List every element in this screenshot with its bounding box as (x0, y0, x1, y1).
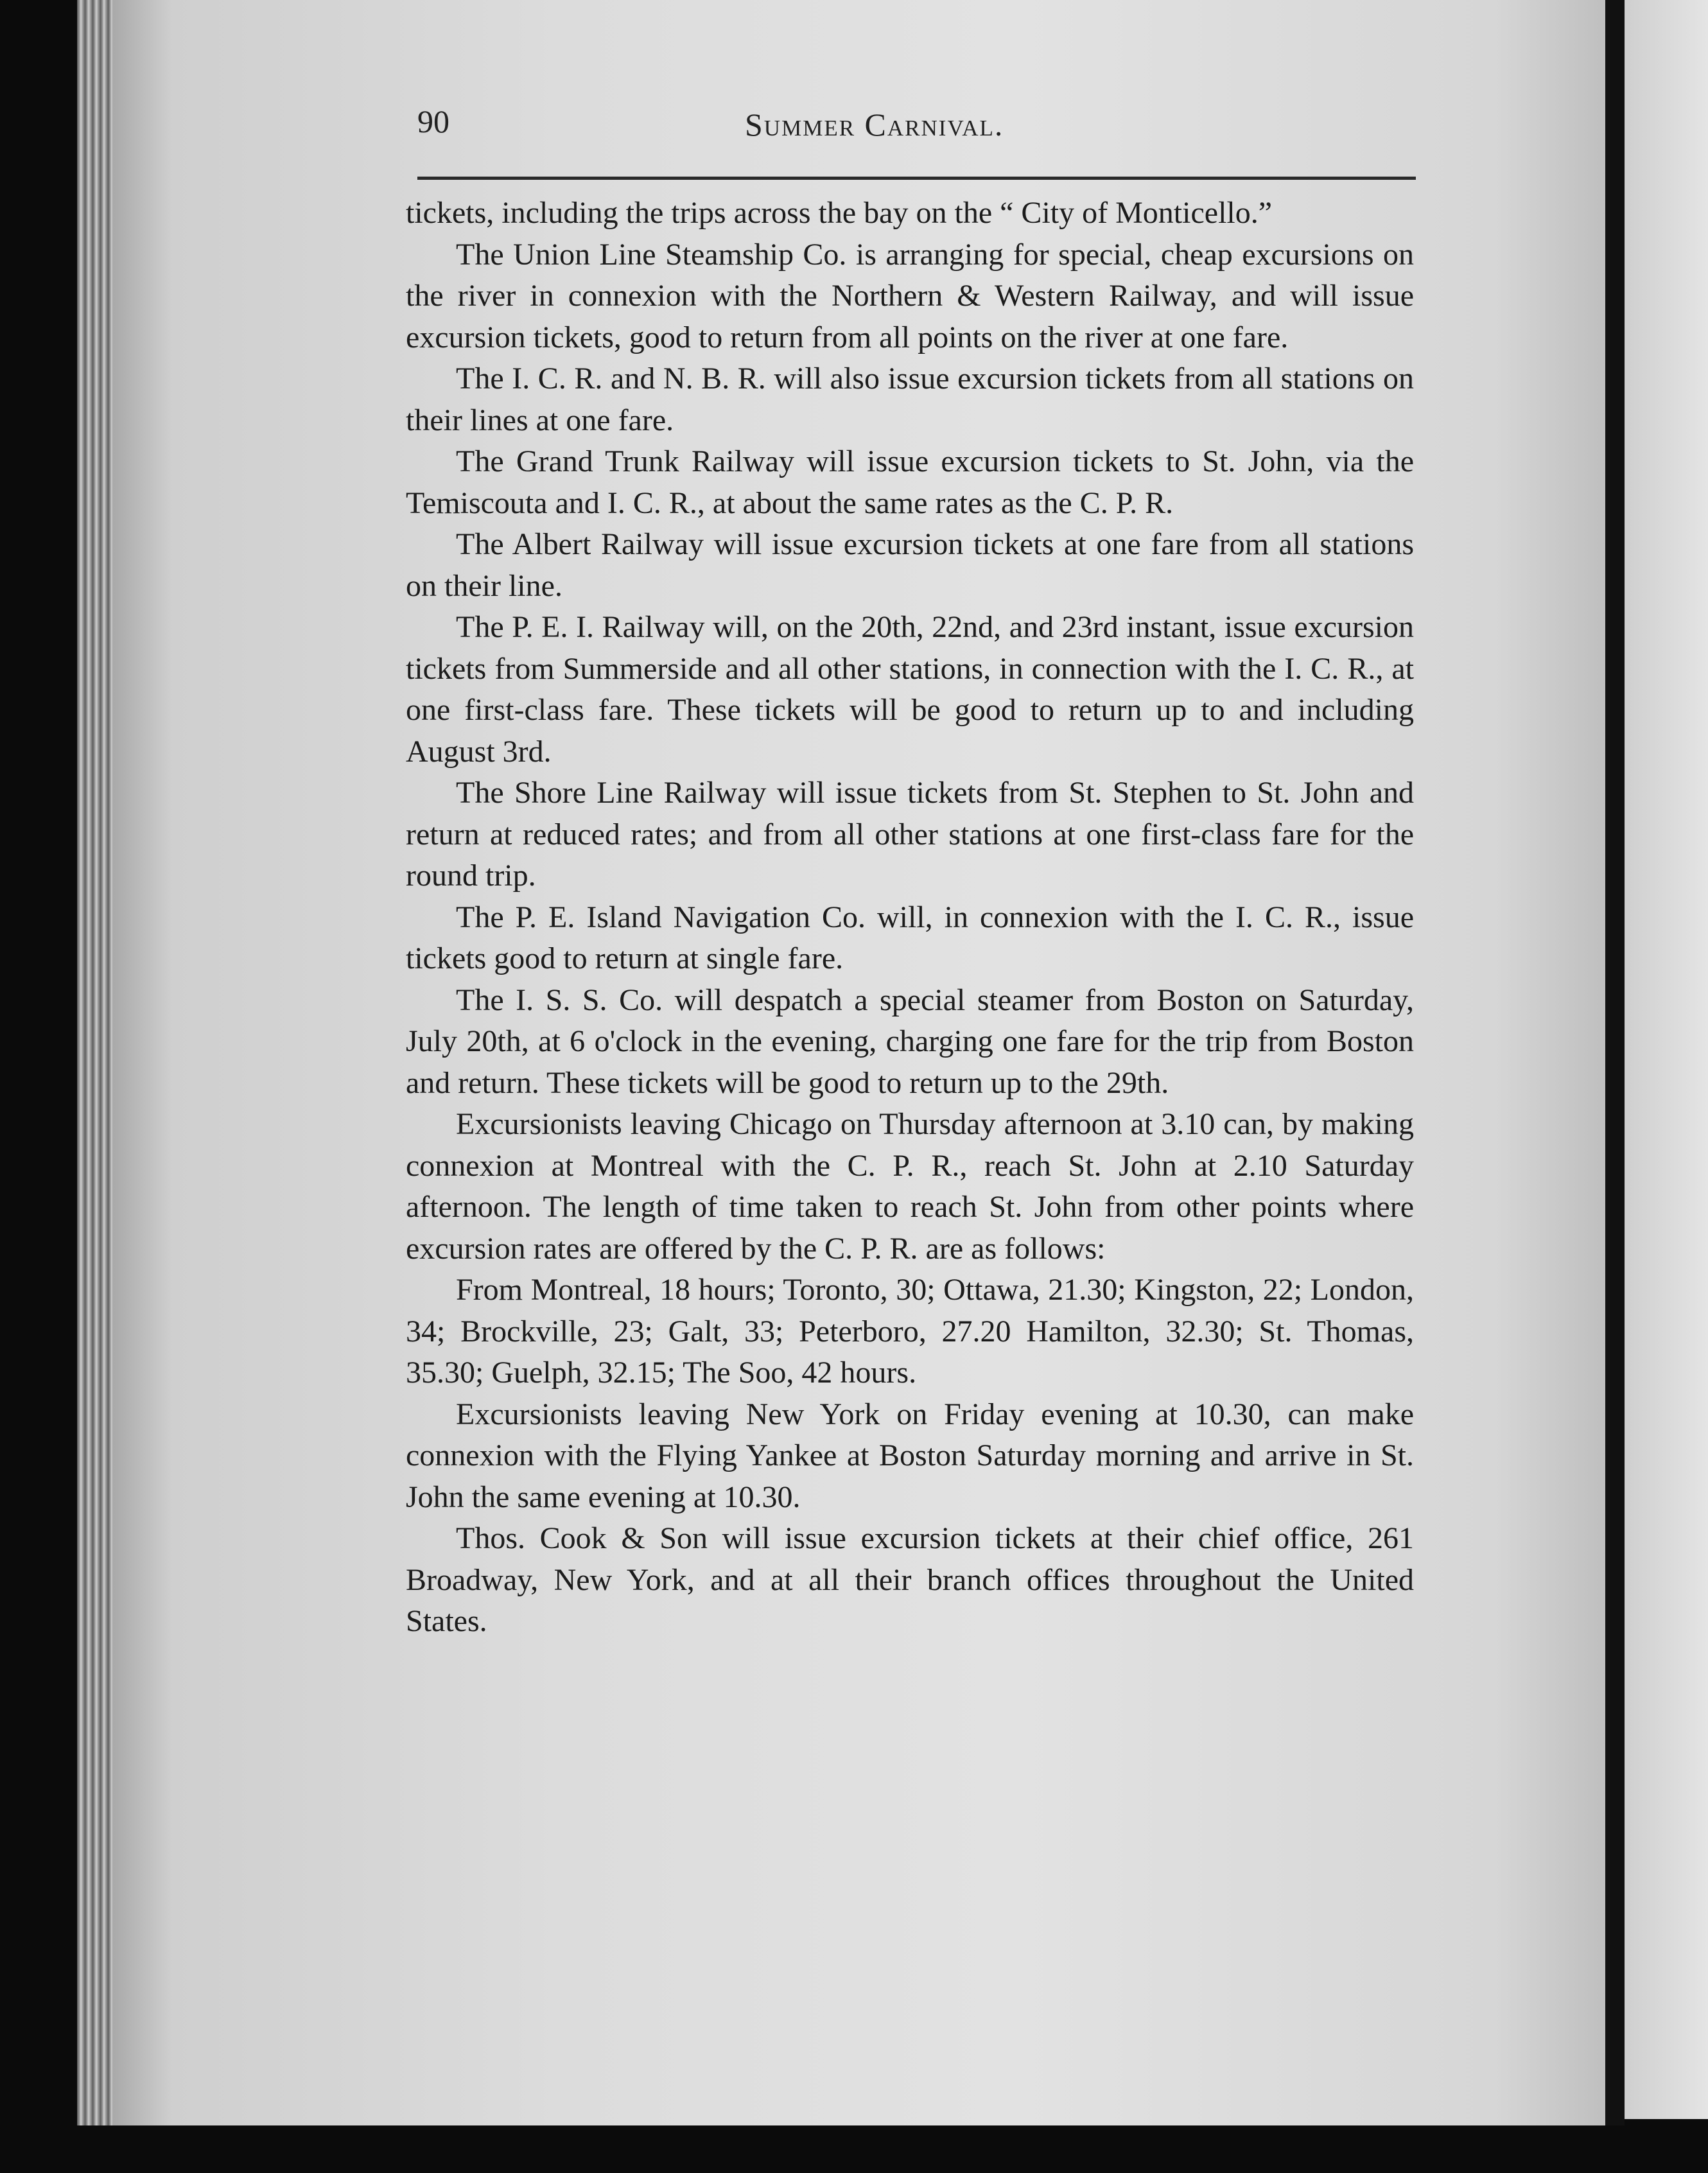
paragraph-travel-times: From Montreal, 18 hours; Toronto, 30; Ottawa, 21.30; Kingston, 22; London, 34; Brockville, 23; Galt, 33; Peterboro, 27.20 Hamilton, 32.30; St. Thomas, 35.30; Guelph, 32.15; The Soo, 42 hours. (406, 1273, 1414, 1390)
paragraph-albert-railway: The Albert Railway will issue excursion tickets at one fare from all stations on their line. (406, 527, 1414, 603)
paragraph-continuation: tickets, including the trips across the bay on the “ City of Monticello.” (406, 196, 1273, 230)
paragraph-chicago: Excursionists leaving Chicago on Thursday afternoon at 3.10 can, by making connexion at Montreal with the C. P. R., reach St. John at 2.10 Saturday afternoon. The length of time taken to reach St. John from other points where excursion rates are offered by the C. P. R. are as follows: (406, 1107, 1414, 1266)
paragraph-shore-line: The Shore Line Railway will issue tickets from St. Stephen to St. John and return at reduced rates; and from all other stations at one first-class fare for the round trip. (406, 776, 1414, 893)
paragraph-iss-co: The I. S. S. Co. will despatch a special steamer from Boston on Saturday, July 20th, at 6 o'clock in the evening, charging one fare for the trip from Boston and return. These tickets will be good to return up to the 29th. (406, 982, 1414, 1100)
paragraph-union-line: The Union Line Steamship Co. is arranging for special, cheap excursions on the river in connexion with the Northern & Western Railway, and will issue excursion tickets, good to return from all points on the river at one fare. (406, 237, 1414, 354)
header-rule (417, 177, 1416, 180)
paragraph-thos-cook: Thos. Cook & Son will issue excursion tickets at their chief office, 261 Broadway, New York, and at all their branch offices throughout the United States. (406, 1521, 1414, 1638)
paragraph-pei-railway: The P. E. I. Railway will, on the 20th, 22nd, and 23rd instant, issue excursion tickets from Summerside and all other stations, in connection with the I. C. R., at one first-class fare. These tickets will be good to return up to and including August 3rd. (406, 610, 1414, 769)
body-text (406, 193, 1414, 1643)
facing-page-edge (1625, 0, 1708, 2119)
page-edges (77, 0, 116, 2138)
book-gutter (1605, 0, 1625, 2173)
paragraph-icr-nbr: The I. C. R. and N. B. R. will also issue excursion tickets from all stations on their lines at one fare. (406, 362, 1414, 437)
running-head-title: Summer Carnival. (745, 107, 1004, 143)
paragraph-new-york: Excursionists leaving New York on Friday evening at 10.30, can make connexion with the Flying Yankee at Boston Saturday morning and arrive in St. John the same evening at 10.30. (406, 1397, 1414, 1514)
paragraph-pei-navigation: The P. E. Island Navigation Co. will, in connexion with the I. C. R., issue tickets good to return at single fare. (406, 900, 1414, 975)
scan-bottom-border (0, 2125, 1708, 2173)
paragraph-grand-trunk: The Grand Trunk Railway will issue excursion tickets to St. John, via the Temiscouta and I. C. R., at about the same rates as the C. P. R. (406, 444, 1414, 520)
page-number: 90 (417, 103, 449, 139)
